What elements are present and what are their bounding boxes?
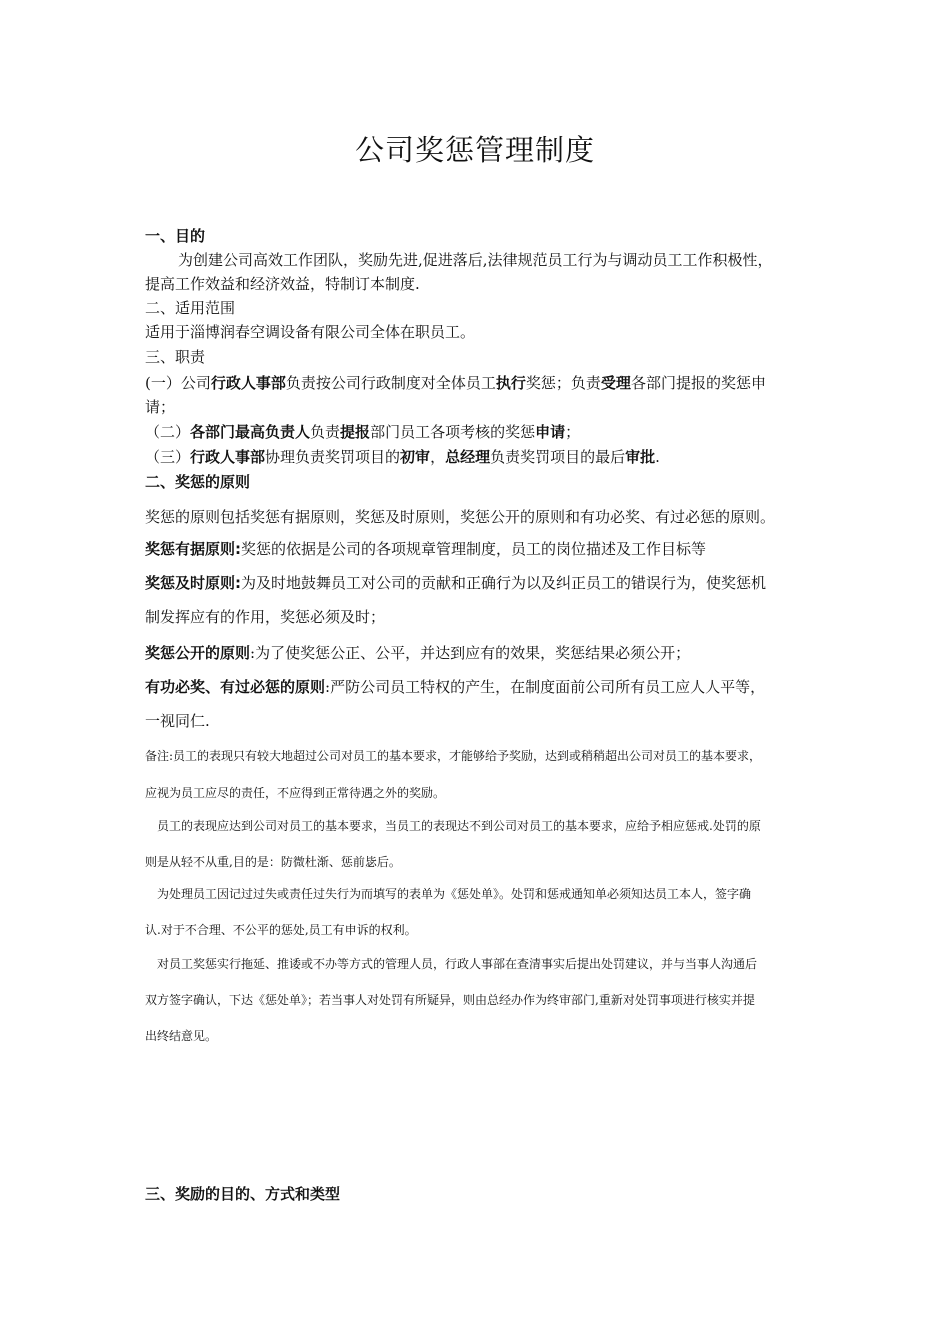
note-4-continued: 双方签字确认，下达《惩处单》；若当事人对处罚有所疑异，则由总经办作为终审部门,重新对处罚事项进行核实并提	[145, 993, 755, 1007]
section-heading-scope: 二、适用范围	[145, 299, 236, 317]
note-1: 备注:员工的表现只有较大地超过公司对员工的基本要求，才能够给予奖励，达到或稍稍超出公司对员工的基本要求，	[145, 749, 762, 763]
purpose-line-1: 为创建公司高效工作团队，奖励先进,促进落后,法律规范员工行为与调动员工工作积极性，	[178, 251, 773, 269]
note-3-continued: 认.对于不合理、不公平的惩处,员工有申诉的权利。	[145, 923, 417, 937]
document-title: 公司奖惩管理制度	[354, 133, 595, 167]
scope-text: 适用于淄博润春空调设备有限公司全体在职员工。	[145, 323, 476, 341]
section-heading-duties: 三、职责	[145, 348, 206, 366]
section-heading-purpose: 一、目的	[145, 227, 206, 245]
duty-item-2: （二）各部门最高负责人负责提报部门员工各项考核的奖惩申请；	[145, 423, 581, 441]
note-2-continued: 则是从轻不从重,目的是：防微杜渐、惩前毖后。	[145, 855, 401, 869]
principle-evidence: 奖惩有据原则:奖惩的依据是公司的各项规章管理制度，员工的岗位描述及工作目标等	[145, 540, 707, 558]
note-1-continued: 应视为员工应尽的责任，不应得到正常待遇之外的奖励。	[145, 786, 446, 800]
principle-merit: 有功必奖、有过必惩的原则:严防公司员工特权的产生，在制度面前公司所有员工应人人平等，	[145, 678, 766, 696]
principle-public: 奖惩公开的原则:为了使奖惩公正、公平，并达到应有的效果，奖惩结果必须公开；	[145, 644, 691, 662]
note-2: 员工的表现应达到公司对员工的基本要求，当员工的表现达不到公司对员工的基本要求，应给予相应惩戒.处罚的原	[157, 819, 761, 833]
principles-intro: 奖惩的原则包括奖惩有据原则，奖惩及时原则，奖惩公开的原则和有功必奖、有过必惩的原则。	[145, 508, 776, 526]
principle-timely: 奖惩及时原则:为及时地鼓舞员工对公司的贡献和正确行为以及纠正员工的错误行为，使奖惩机	[145, 574, 767, 592]
duty-item-3: （三）行政人事部协理负责奖罚项目的初审，总经理负责奖罚项目的最后审批.	[145, 448, 660, 466]
duty-item-1: (一）公司行政人事部负责按公司行政制度对全体员工执行奖惩；负责受理各部门提报的奖惩申	[145, 374, 766, 392]
section-heading-rewards: 三、奖励的目的、方式和类型	[145, 1185, 341, 1203]
duty-item-1-continued: 请；	[145, 398, 176, 416]
principle-merit-continued: 一视同仁.	[145, 712, 210, 730]
note-4-continued-2: 出终结意见。	[145, 1029, 218, 1043]
section-heading-principles: 二、奖惩的原则	[145, 473, 251, 491]
note-4: 对员工奖惩实行拖延、推诿或不办等方式的管理人员，行政人事部在查清事实后提出处罚建议，并与当事人沟通后	[157, 957, 758, 971]
principle-timely-continued: 制发挥应有的作用，奖惩必须及时；	[145, 608, 386, 626]
note-3: 为处理员工因记过过失或责任过失行为而填写的表单为《惩处单》。处罚和惩戒通知单必须知达员工本人，签字确	[157, 887, 752, 901]
purpose-line-2: 提高工作效益和经济效益，特制订本制度.	[145, 275, 420, 293]
